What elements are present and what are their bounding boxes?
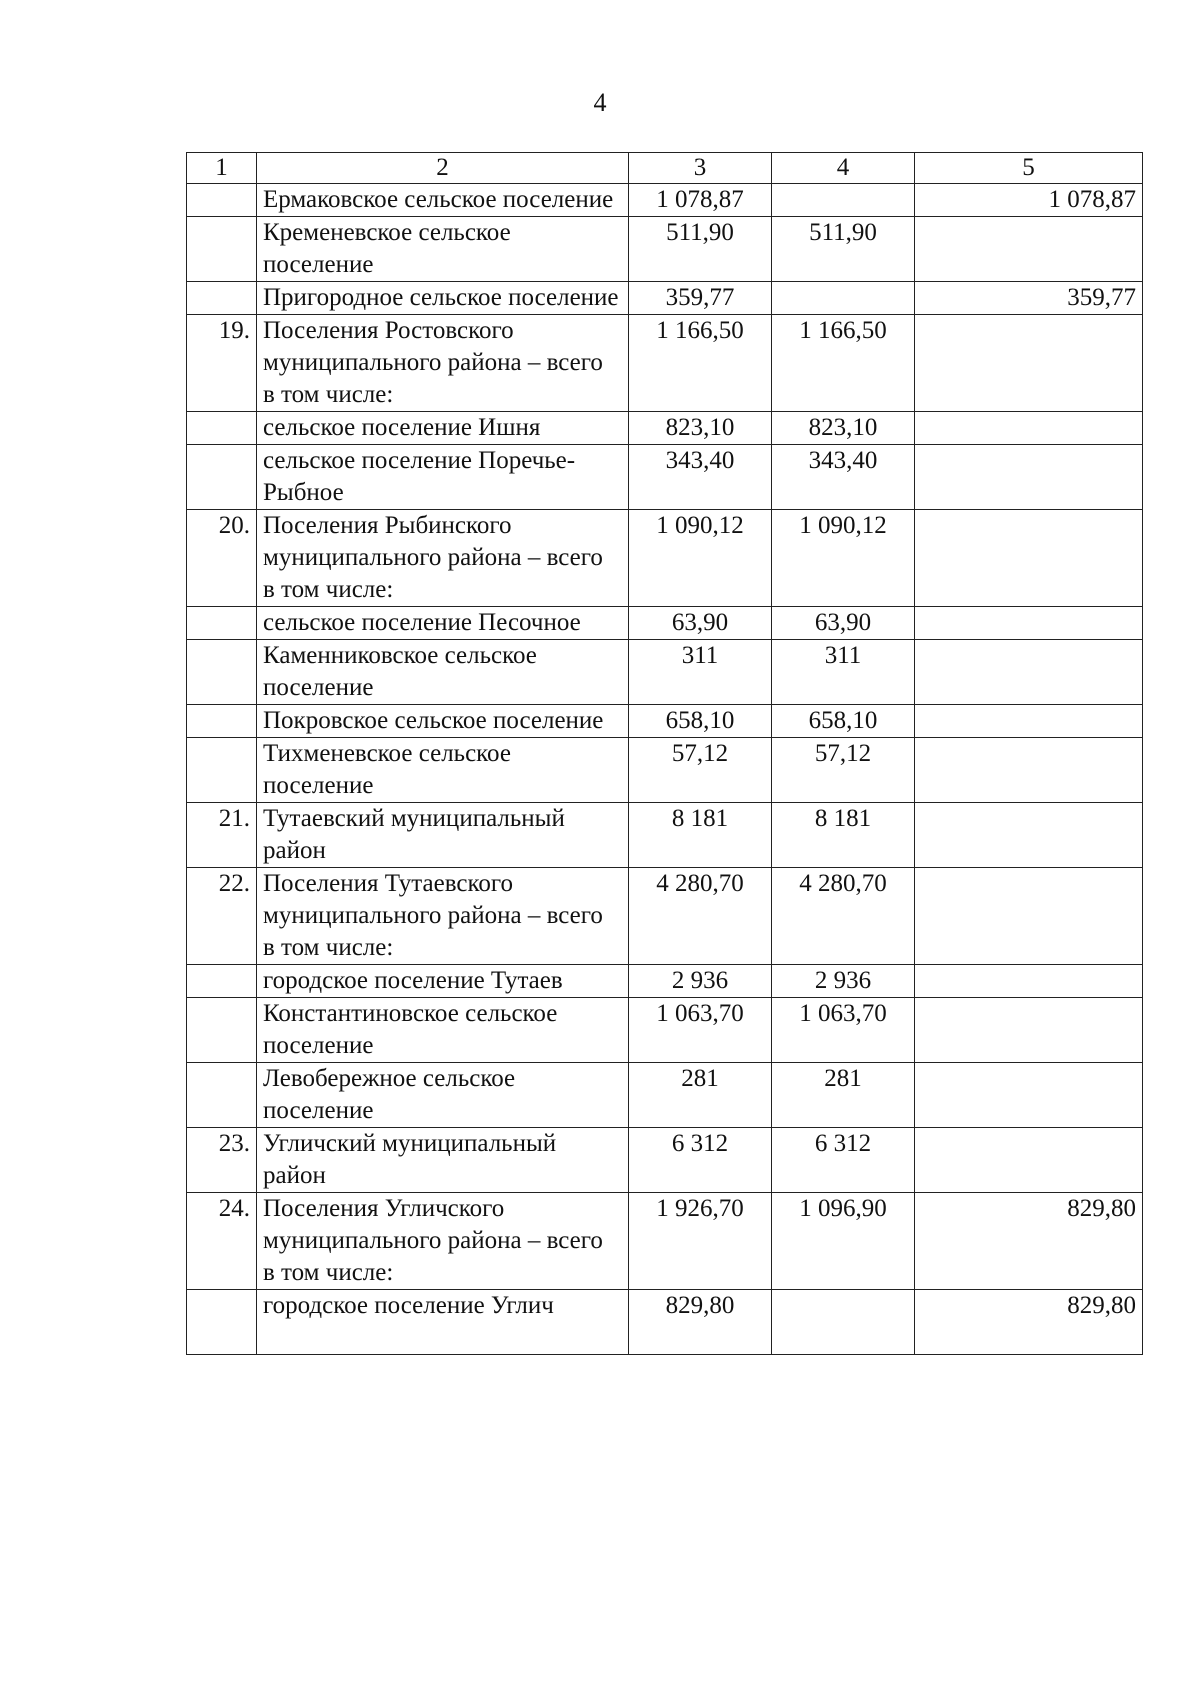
row-number-cell	[187, 1290, 257, 1355]
column-4-cell: 1 096,90	[772, 1193, 915, 1290]
column-3-cell: 63,90	[629, 607, 772, 640]
table-row	[187, 738, 1143, 803]
row-name-cell: Левобережное сельское поселение	[257, 1063, 629, 1128]
table-row	[187, 640, 1143, 705]
column-5-cell: 1 078,87	[915, 184, 1143, 217]
column-5-cell	[915, 738, 1143, 803]
row-name-cell: Константиновское сельское поселение	[257, 998, 629, 1063]
column-5-cell: 829,80	[915, 1193, 1143, 1290]
column-header: 5	[915, 153, 1143, 184]
table-row	[187, 607, 1143, 640]
column-3-cell: 658,10	[629, 705, 772, 738]
row-name-cell: городское поселение Тутаев	[257, 965, 629, 998]
row-name-cell: Тихменевское сельское поселение	[257, 738, 629, 803]
column-5-cell	[915, 217, 1143, 282]
column-4-cell: 311	[772, 640, 915, 705]
column-3-cell: 281	[629, 1063, 772, 1128]
row-name-cell: Поселения Ростовского муниципального района – всего в том числе:	[257, 315, 629, 412]
column-4-cell: 4 280,70	[772, 868, 915, 965]
column-5-cell: 829,80	[915, 1290, 1143, 1355]
column-3-cell: 57,12	[629, 738, 772, 803]
row-number-cell: 21.	[187, 803, 257, 868]
column-header: 4	[772, 153, 915, 184]
row-name-cell: Пригородное сельское поселение	[257, 282, 629, 315]
table-header-row	[187, 153, 1143, 184]
column-5-cell	[915, 705, 1143, 738]
column-4-cell: 343,40	[772, 445, 915, 510]
column-3-cell: 8 181	[629, 803, 772, 868]
column-3-cell: 359,77	[629, 282, 772, 315]
row-name-cell: Поселения Угличского муниципального района – всего в том числе:	[257, 1193, 629, 1290]
table-row	[187, 803, 1143, 868]
column-3-cell: 1 166,50	[629, 315, 772, 412]
column-5-cell	[915, 998, 1143, 1063]
column-5-cell	[915, 510, 1143, 607]
row-name-cell: сельское поселение Ишня	[257, 412, 629, 445]
column-3-cell: 2 936	[629, 965, 772, 998]
row-number-cell: 24.	[187, 1193, 257, 1290]
column-4-cell: 57,12	[772, 738, 915, 803]
column-4-cell: 6 312	[772, 1128, 915, 1193]
row-number-cell	[187, 705, 257, 738]
table-row	[187, 1128, 1143, 1193]
page-number: 4	[593, 88, 607, 117]
column-3-cell: 311	[629, 640, 772, 705]
column-4-cell: 8 181	[772, 803, 915, 868]
row-number-cell: 19.	[187, 315, 257, 412]
column-3-cell: 829,80	[629, 1290, 772, 1355]
row-number-cell	[187, 412, 257, 445]
row-name-cell: сельское поселение Песочное	[257, 607, 629, 640]
column-5-cell	[915, 1128, 1143, 1193]
table-row	[187, 445, 1143, 510]
column-header: 2	[257, 153, 629, 184]
row-number-cell	[187, 282, 257, 315]
column-4-cell: 2 936	[772, 965, 915, 998]
column-header: 3	[629, 153, 772, 184]
table-row	[187, 705, 1143, 738]
column-5-cell	[915, 607, 1143, 640]
column-4-cell: 1 063,70	[772, 998, 915, 1063]
row-name-cell: Покровское сельское поселение	[257, 705, 629, 738]
column-4-cell: 1 166,50	[772, 315, 915, 412]
column-4-cell: 1 090,12	[772, 510, 915, 607]
row-name-cell: Поселения Тутаевского муниципального района – всего в том числе:	[257, 868, 629, 965]
table-row	[187, 184, 1143, 217]
column-3-cell: 1 078,87	[629, 184, 772, 217]
column-header: 1	[187, 153, 257, 184]
column-4-cell	[772, 1290, 915, 1355]
column-4-cell: 511,90	[772, 217, 915, 282]
table-row	[187, 315, 1143, 412]
row-name-cell: сельское поселение Поречье-Рыбное	[257, 445, 629, 510]
row-number-cell	[187, 445, 257, 510]
column-5-cell	[915, 868, 1143, 965]
column-4-cell: 281	[772, 1063, 915, 1128]
row-number-cell	[187, 184, 257, 217]
column-3-cell: 1 063,70	[629, 998, 772, 1063]
table-row	[187, 1193, 1143, 1290]
column-3-cell: 4 280,70	[629, 868, 772, 965]
column-5-cell	[915, 640, 1143, 705]
row-number-cell: 23.	[187, 1128, 257, 1193]
table-row	[187, 1290, 1143, 1355]
table-row	[187, 412, 1143, 445]
column-4-cell: 823,10	[772, 412, 915, 445]
row-number-cell: 20.	[187, 510, 257, 607]
table-row	[187, 998, 1143, 1063]
allocation-table	[186, 152, 1143, 1355]
table-row	[187, 1063, 1143, 1128]
row-name-cell: Каменниковское сельское поселение	[257, 640, 629, 705]
row-number-cell	[187, 607, 257, 640]
column-4-cell: 658,10	[772, 705, 915, 738]
column-3-cell: 6 312	[629, 1128, 772, 1193]
column-5-cell	[915, 965, 1143, 998]
row-name-cell: Тутаевский муниципальный район	[257, 803, 629, 868]
table-row	[187, 282, 1143, 315]
column-5-cell	[915, 803, 1143, 868]
row-number-cell	[187, 738, 257, 803]
table-row	[187, 510, 1143, 607]
row-number-cell	[187, 640, 257, 705]
row-name-cell: Кременевское сельское поселение	[257, 217, 629, 282]
column-5-cell	[915, 445, 1143, 510]
column-4-cell	[772, 184, 915, 217]
column-4-cell	[772, 282, 915, 315]
column-3-cell: 1 926,70	[629, 1193, 772, 1290]
column-5-cell: 359,77	[915, 282, 1143, 315]
table-row	[187, 868, 1143, 965]
row-name-cell: Поселения Рыбинского муниципального района – всего в том числе:	[257, 510, 629, 607]
row-name-cell: городское поселение Углич	[257, 1290, 629, 1355]
column-5-cell	[915, 1063, 1143, 1128]
column-4-cell: 63,90	[772, 607, 915, 640]
column-3-cell: 343,40	[629, 445, 772, 510]
table-row	[187, 965, 1143, 998]
row-name-cell: Угличский муниципальный район	[257, 1128, 629, 1193]
row-number-cell	[187, 998, 257, 1063]
column-3-cell: 511,90	[629, 217, 772, 282]
row-number-cell: 22.	[187, 868, 257, 965]
column-5-cell	[915, 315, 1143, 412]
row-number-cell	[187, 217, 257, 282]
column-3-cell: 823,10	[629, 412, 772, 445]
row-name-cell: Ермаковское сельское поселение	[257, 184, 629, 217]
column-5-cell	[915, 412, 1143, 445]
column-3-cell: 1 090,12	[629, 510, 772, 607]
table-row	[187, 217, 1143, 282]
row-number-cell	[187, 1063, 257, 1128]
row-number-cell	[187, 965, 257, 998]
